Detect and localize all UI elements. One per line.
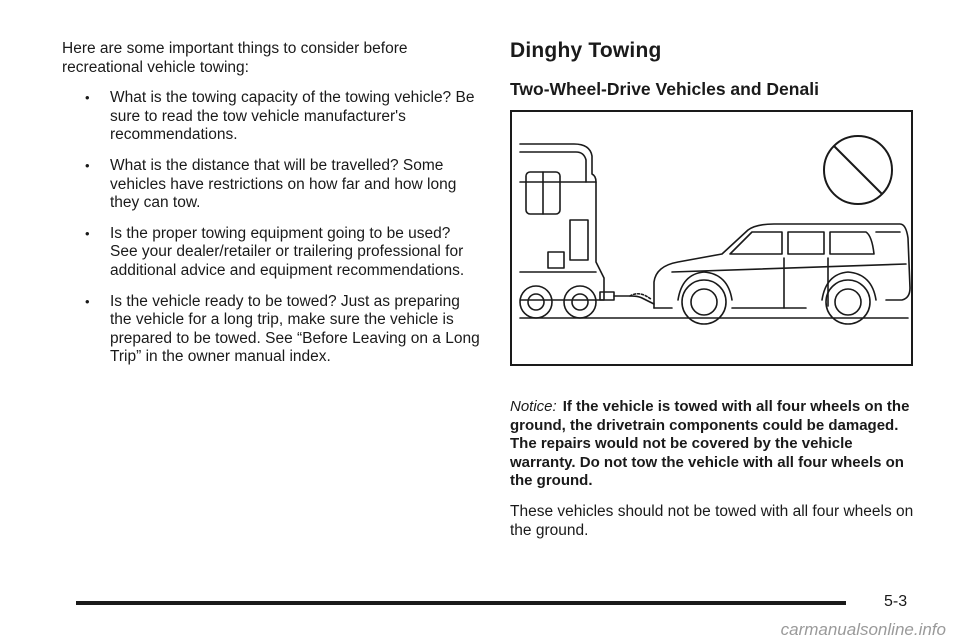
- list-item-text: Is the vehicle ready to be towed? Just as preparing the vehicle for a long trip, make sure the vehicle is prepared to be towed. See “Before Leaving on a Long Trip” in the owner manual index.: [110, 292, 480, 366]
- no-symbol-icon: [824, 136, 892, 204]
- page-number: 5-3: [884, 593, 908, 610]
- bullet-icon: •: [85, 157, 90, 173]
- list-item: [62, 157, 482, 213]
- left-column: [62, 40, 482, 379]
- motorhome-hatch: [548, 252, 564, 268]
- list-item: [62, 89, 482, 145]
- list-item-text: Is the proper towing equipment going to be used? See your dealer/retailer or trailering professional for additional advice and equipment recommendations.: [110, 224, 465, 279]
- subsection-heading: Two-Wheel-Drive Vehicles and Denali: [510, 79, 819, 99]
- list-item-text: What is the distance that will be travelled? Some vehicles have restrictions on how far and how long they can tow.: [110, 156, 457, 212]
- considerations-list: [62, 89, 482, 367]
- list-item-text: What is the towing capacity of the towing vehicle? Be sure to read the tow vehicle manufacturer's recommendations.: [110, 89, 475, 144]
- motorhome-front-wheel: [564, 286, 596, 318]
- bullet-icon: •: [85, 293, 90, 309]
- hitch: [600, 292, 614, 300]
- body-paragraph: These vehicles should not be towed with all four wheels on the ground.: [510, 502, 914, 539]
- notice-paragraph: [510, 398, 920, 491]
- motorhome-roof-line: [520, 152, 586, 182]
- suv-rear-window: [830, 232, 874, 254]
- motorhome-rear-wheel: [520, 286, 552, 318]
- watermark: carmanualsonline.info: [780, 620, 946, 639]
- notice-text: If the vehicle is towed with all four wheels on the ground, the drivetrain components could be damaged. The repairs would not be covered by the vehicle warranty. Do not tow the vehicle with all four wheels on the ground.: [510, 398, 910, 490]
- section-heading: Dinghy Towing: [510, 39, 662, 62]
- list-item: [62, 225, 482, 281]
- towing-figure: [510, 110, 913, 366]
- intro-paragraph: Here are some important things to consider before recreational vehicle towing:: [62, 40, 408, 76]
- footer-rule: [76, 601, 846, 605]
- motorhome-towing-suv-illustration: [512, 112, 911, 364]
- motorhome-body: [520, 144, 604, 300]
- bullet-icon: •: [85, 90, 90, 106]
- right-column: [510, 38, 920, 540]
- list-item: [62, 293, 482, 367]
- suv-middle-window: [788, 232, 824, 254]
- notice-label: Notice:: [510, 398, 557, 415]
- suv-front-window: [730, 232, 782, 254]
- bullet-icon: •: [85, 225, 90, 241]
- motorhome-door: [570, 220, 588, 260]
